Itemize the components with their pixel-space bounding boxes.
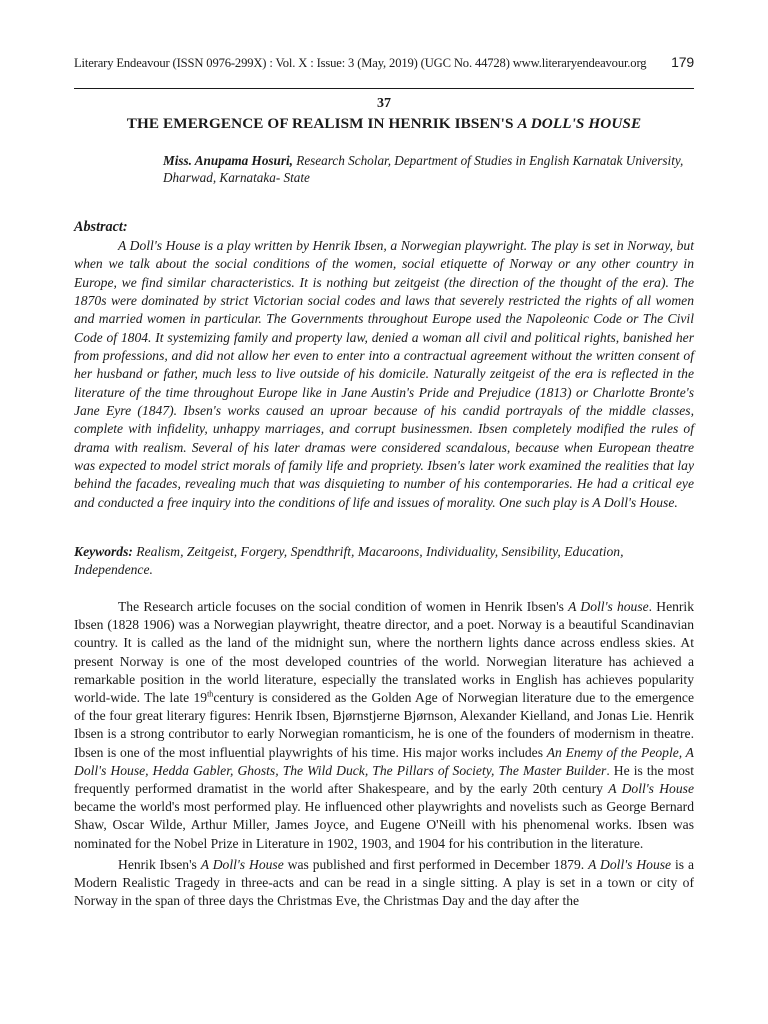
author-block [163, 152, 694, 186]
header-rule [74, 88, 694, 89]
p1-b: . Henrik Ibsen (1828 1906) was a Norwegian playwright, theatre director, and a poet. Norway is a beautiful Scandinavian country. It is called as the land of the midnight sun, where the northern lights dance across endless skies. At present Norway is one of the most developed countries of the world. Norwegian literature has achieved a remarkable position in the world literature, especially the translated works in English has achieves popularity world-wide. The late 19 [74, 599, 695, 706]
p1-e: became the world's most performed play. He influenced other playwrights and novelists such as George Bernard Shaw, Oscar Wilde, Arthur Miller, James Joyce, and Eugene O'Neill with his phenomenal works. Ibsen was nominated for the Nobel Prize in Literature in 1902, 1903, and 1904 for his contribution in the literature. [74, 799, 694, 851]
p2-a: Henrik Ibsen's [118, 857, 201, 872]
abstract-text: A Doll's House is a play written by Henrik Ibsen, a Norwegian playwright. The play is set in Norway, but when we talk about the social conditions of the women, social etiquette of Norway or any other country in Europe, we find similar characteristics. It is nothing but zeitgeist (the direction of the thought of the era). The 1870s were dominated by strict Victorian social codes and laws that severely restricted the rights of all women and married women in particular. The Governments throughout Europe used the Napoleonic Code or The Civil Code of 1804. It systemizing family and property law, denied a woman all civil and political rights, banished her from professions, and did not allow her even to enter into a contractual agreement without the written consent of her husband or father, much less to live outside of his domicile. Naturally zeitgeist of the era is reflected in the literature of the time throughout Europe like in Jane Austin's Pride and Prejudice (1813) or Charlotte Bronte's Jane Eyre (1847). Ibsen's works caused an uproar because of his candid portrayals of the middle classes, complete with infidelity, unhappy marriages, and corrupt businessmen. Ibsen completely modified the rules of drama with realism. Several of his later dramas were considered scandalous, because when European theatre was expected to model strict morals of family life and propriety. Ibsen's later work examined the realities that lay behind the facades, revealing much that was disquieting to number of his contemporaries. He had a critical eye and conducted a free inquiry into the conditions of life and issues of morality. One such play is A Doll's House. [74, 238, 694, 510]
keywords-list: Realism, Zeitgeist, Forgery, Spendthrift, Macaroons, Individuality, Sensibility, Education, Independence. [74, 544, 624, 578]
article-number: 37 [377, 96, 391, 111]
keywords-label: Keywords: [74, 544, 133, 559]
journal-citation: Literary Endeavour (ISSN 0976-299X) : Vol. X : Issue: 3 (May, 2019) (UGC No. 44728) www.literaryendeavour.org [74, 56, 647, 70]
p2-a-italic: A Doll's House [200, 857, 284, 872]
p1-d: . He is the most frequently performed dramatist in the world after Shakespeare, and by the early 20th century [74, 762, 694, 797]
p1-a: The Research article focuses on the social condition of women in Henrik Ibsen's [118, 599, 569, 614]
body-paragraph-2 [74, 856, 694, 911]
title-main: THE EMERGENCE OF REALISM IN HENRIK IBSEN'S [126, 115, 518, 132]
author-affiliation: Research Scholar, Department of Studies in English Karnatak University, Dharwad, Karnataka- State [163, 153, 684, 185]
p1-c: century is considered as the Golden Age of Norwegian literature due to the emergence of the four great literary figures: Henrik Ibsen, Bjørnstjerne Bjørnson, Alexander Kielland, and Jonas Lie. Henrik Ibsen is a strong contributor to early Norwegian romanticism, he is one of the founders of modernism in theatre. Ibsen is one of the most influential playwrights of his time. His major works includes [74, 690, 694, 760]
p1-d-italic: A Doll's House [608, 781, 694, 797]
author-name: Miss. Anupama Hosuri, [163, 153, 293, 168]
title-italic: A DOLL'S HOUSE [517, 115, 642, 132]
p2-b-italic: A Doll's House [588, 857, 672, 872]
article-title [0, 115, 768, 133]
page-number: 179 [671, 54, 694, 70]
body-paragraph-1 [74, 598, 694, 853]
p1-superscript: th [207, 689, 214, 699]
p2-b: was published and first performed in December 1879. [283, 857, 589, 872]
p1-a-italic: A Doll's house [568, 599, 649, 614]
running-header [74, 54, 694, 71]
p2-c: is a Modern Realistic Tragedy in three-acts and can be read in a single sitting. A play is set in a town or city of Norway in the span of three days the Christmas Eve, the Christmas Day and the day after the [74, 857, 694, 909]
keywords [74, 543, 694, 580]
p1-works-italic: An Enemy of the People, A Doll's House, Hedda Gabler, Ghosts, The Wild Duck, The Pillars of Society, The Master Builder [74, 744, 694, 778]
abstract-heading: Abstract: [74, 219, 128, 235]
